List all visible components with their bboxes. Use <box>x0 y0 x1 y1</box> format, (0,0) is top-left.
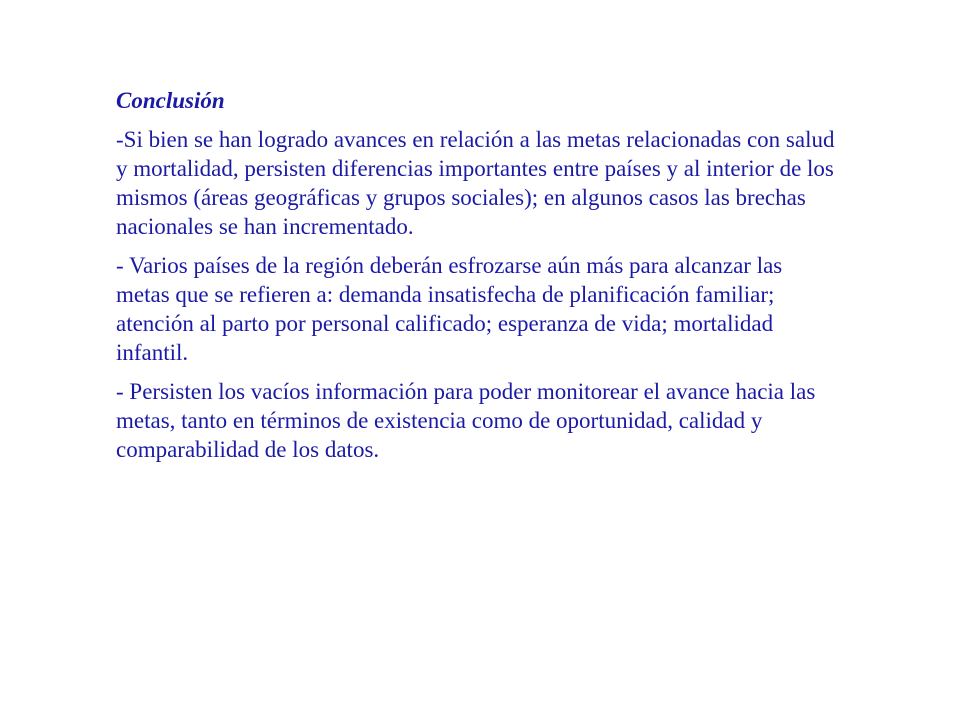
paragraph-2: - Varios países de la región deberán esfrozarse aún más para alcanzar las metas que se refieren a: demanda insatisfecha de planificación familiar; atención al parto por personal calificado; esperanza de vida; mortalidad infantil. <box>116 253 783 365</box>
slide-title: Conclusión <box>116 88 225 113</box>
slide-content <box>116 86 836 474</box>
paragraph-3: - Persisten los vacíos información para poder monitorear el avance hacia las metas, tanto en términos de existencia como de oportunidad, calidad y comparabilidad de los datos. <box>116 379 816 462</box>
paragraph-1: -Si bien se han logrado avances en relación a las metas relacionadas con salud y mortalidad, persisten diferencias importantes entre países y al interior de los mismos (áreas geográficas y grupos sociales); en algunos casos las brechas nacionales se han incrementado. <box>116 127 835 239</box>
